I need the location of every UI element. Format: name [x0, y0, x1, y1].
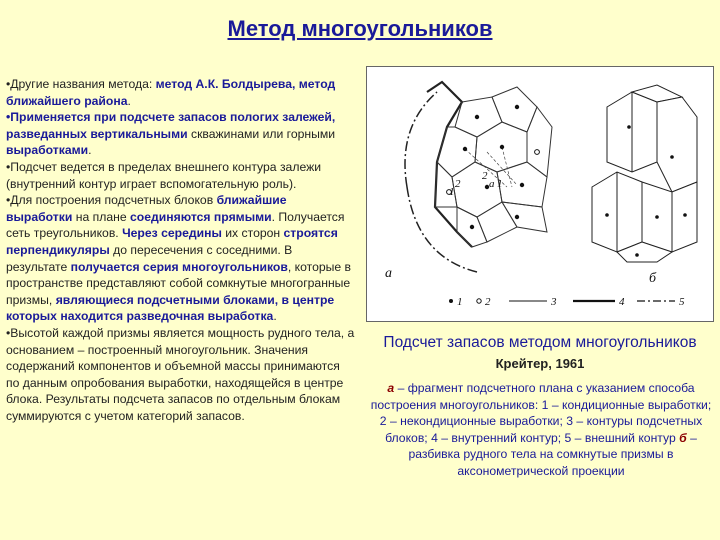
bullet-paragraph: [6, 192, 356, 325]
body-text: .: [88, 143, 92, 158]
highlighted-text: являющиеся подсчетными блоками, в центре которых находится разведочная выработка: [6, 292, 335, 324]
body-text: до пересечения с соседними. В результате: [6, 242, 293, 274]
polygon-method-drawing: [367, 67, 713, 321]
highlighted-text: •Применяется при подсчете запасов пологих залежей, разведанных вертикальными: [6, 110, 336, 141]
svg-text:5: 5: [679, 296, 685, 308]
highlighted-text: строятся перпендикуляры: [6, 226, 338, 257]
body-text: •Другие названия метода:: [6, 77, 156, 91]
highlighted-text: Через середины: [122, 226, 222, 241]
legend: [449, 296, 685, 308]
caption-letter: а: [387, 381, 395, 395]
block-label: 2: [482, 170, 488, 182]
body-text: скважинами или горными: [187, 126, 336, 141]
prism-blocks: [592, 85, 697, 262]
block-label: 1: [449, 186, 455, 198]
body-text: .: [127, 93, 131, 108]
label-a: а: [385, 266, 392, 281]
block-label: 2: [455, 178, 461, 190]
body-text: •Подсчет ведется в пределах внешнего контура залежи (внутренний контур играет вспомогательную роль).: [6, 159, 322, 191]
caption-title-text: Подсчет запасов методом многоугольников: [383, 334, 697, 351]
highlighted-text: ближайшие выработки: [6, 193, 287, 224]
body-text: •Высотой каждой призмы является мощность рудного тела, а основанием – построенный многоугольник. Значения содержаний компонентов и объемной массы принимаются по данным опробования выработки, находящейся в центре блока. Результаты подсчета запасов по отдельным блокам суммируются с учетом категорий запасов.: [6, 325, 355, 423]
body-text: •Для построения подсчетных блоков: [6, 193, 217, 208]
block-label: a: [489, 178, 495, 190]
bullet-paragraph: [6, 325, 356, 425]
svg-text:2: 2: [485, 296, 491, 308]
bullet-paragraph: [6, 109, 356, 159]
body-text: их сторон: [221, 226, 284, 241]
svg-text:1: 1: [457, 296, 463, 308]
highlighted-text: выработками: [6, 143, 89, 158]
figure-caption-title: [370, 332, 710, 374]
caption-author: Крейтер, 1961: [495, 356, 585, 371]
highlighted-text: получается серия многоугольников: [70, 259, 288, 274]
caption-text: – разбивка рудного тела на сомкнутые призмы в аксонометрической проекции: [408, 430, 697, 478]
body-text: .: [273, 309, 277, 324]
highlighted-text: соединяются прямыми: [130, 209, 272, 224]
wells: [463, 105, 524, 229]
body-text: на плане: [72, 209, 131, 224]
body-text: . Получается сеть треугольников.: [6, 209, 345, 241]
svg-text:3: 3: [551, 296, 557, 308]
inner-contour: [427, 82, 472, 247]
figure-caption: [368, 380, 714, 479]
polygon-method-figure: [366, 66, 714, 322]
outer-contour: [405, 92, 477, 272]
label-b: б: [649, 271, 657, 286]
page-title: Метод многоугольников: [227, 16, 493, 41]
highlighted-text: метод А.К. Болдырева, метод ближайшего района: [6, 77, 336, 108]
caption-letter: б: [679, 430, 687, 445]
body-text: , которые в пространстве представляют собой сомкнутые многогранные призмы,: [6, 259, 352, 307]
bullet-paragraph: [6, 76, 356, 109]
polygon-network: [435, 87, 552, 247]
svg-text:4: 4: [619, 296, 625, 308]
method-description: [6, 76, 356, 424]
caption-text: – фрагмент подсчетного плана с указанием способа построения многоугольников: 1 – кондиционные выработки; 2 – некондиционные выработки; 3 – контуры подсчетных блоков; 4 – внутренний контур; 5 – внешний контур: [370, 381, 712, 445]
bullet-paragraph: [6, 159, 356, 192]
block-label: 1: [497, 178, 503, 190]
